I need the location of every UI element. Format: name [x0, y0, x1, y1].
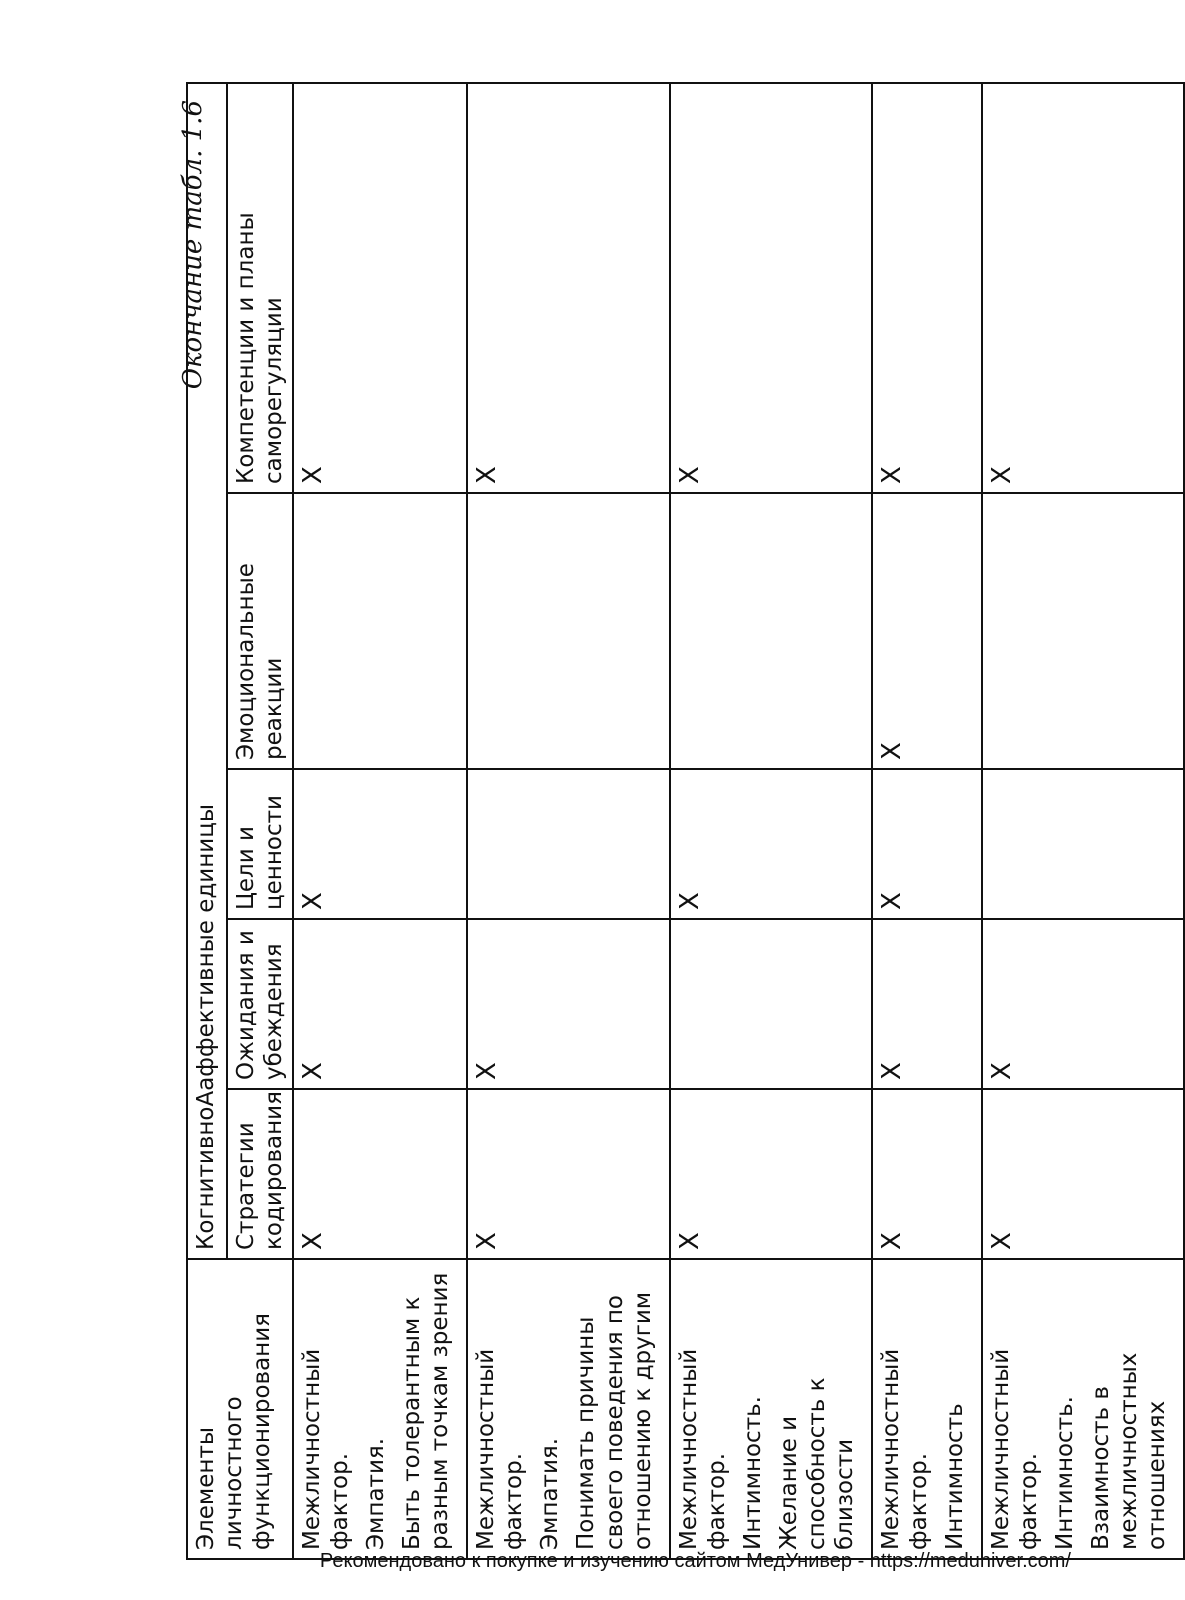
cell-mark: X	[293, 83, 467, 493]
cell-mark	[467, 769, 669, 919]
cell-mark: X	[982, 1089, 1184, 1259]
cell-mark: X	[872, 769, 982, 919]
cell-mark: X	[872, 1089, 982, 1259]
row-line: Желание и способность к близости	[775, 1377, 858, 1550]
row-line: Эмпатия.	[537, 1437, 564, 1550]
header-col-4: Эмоциональные реакции	[227, 493, 293, 769]
row-line: Межличностный фактор.	[473, 1348, 528, 1550]
header-elements: Элементы личностного функционирования	[187, 1259, 293, 1559]
cell-mark: X	[982, 83, 1184, 493]
cell-mark: X	[293, 769, 467, 919]
row-line: Межличностный фактор.	[988, 1348, 1043, 1550]
header-col-2: Ожидания и убеждения	[227, 919, 293, 1089]
cell-mark: X	[293, 1089, 467, 1259]
row-line: Понимать причины своего поведения по отношению к другим	[573, 1291, 656, 1550]
row-line: Межличностный фактор.	[675, 1348, 730, 1550]
header-col-5: Компетенции и планы саморегуляции	[227, 83, 293, 493]
cell-mark	[982, 493, 1184, 769]
cell-mark: X	[872, 83, 982, 493]
row-line: Быть толерантным к разным точкам зрения	[399, 1272, 454, 1550]
table	[186, 82, 1185, 1560]
watermark-text: Рекомендовано к покупке и изучению сайтом МедУнивер - https://meduniver.com/	[319, 1550, 1071, 1572]
cell-mark	[670, 919, 872, 1089]
cell-mark: X	[467, 83, 669, 493]
table-row	[467, 83, 669, 1559]
row-label	[467, 1259, 669, 1559]
header-col-1: Стратегии кодирования	[227, 1089, 293, 1259]
row-line: Межличностный фактор.	[299, 1348, 354, 1550]
row-line: Интимность.	[1052, 1396, 1079, 1550]
row-line: Интимность.	[739, 1396, 766, 1550]
header-col-3: Цели и ценности	[227, 769, 293, 919]
row-line: Интимность	[941, 1403, 968, 1550]
row-label	[670, 1259, 872, 1559]
cell-mark: X	[670, 83, 872, 493]
table-row	[982, 83, 1184, 1559]
cell-mark: X	[982, 919, 1184, 1089]
cell-mark: X	[467, 1089, 669, 1259]
row-label	[982, 1259, 1184, 1559]
row-label	[872, 1259, 982, 1559]
table-row	[872, 83, 982, 1559]
cell-mark	[293, 493, 467, 769]
cell-mark: X	[670, 1089, 872, 1259]
table-row	[670, 83, 872, 1559]
cell-mark	[467, 493, 669, 769]
cell-mark: X	[670, 769, 872, 919]
cell-mark: X	[872, 493, 982, 769]
table-caption: Окончание табл. 1.6	[178, 100, 208, 390]
cell-mark: X	[467, 919, 669, 1089]
row-label	[293, 1259, 467, 1559]
rotated-page	[170, 20, 1171, 1560]
header-group: КогнитивноАаффективные единицы	[187, 83, 227, 1259]
row-line: Эмпатия.	[363, 1437, 390, 1550]
cell-mark	[670, 493, 872, 769]
row-line: Межличностный фактор.	[877, 1348, 932, 1550]
cell-mark: X	[872, 919, 982, 1089]
cell-mark	[982, 769, 1184, 919]
table-row	[293, 83, 467, 1559]
cell-mark: X	[293, 919, 467, 1089]
row-line: Взаимность в межличностных отношениях	[1088, 1352, 1171, 1550]
